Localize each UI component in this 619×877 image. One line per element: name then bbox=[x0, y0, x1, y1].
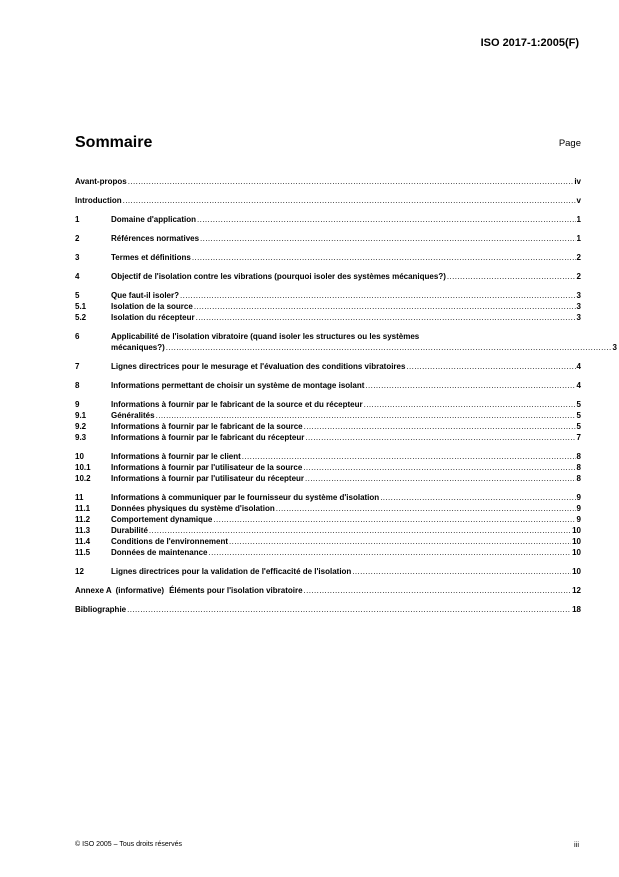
dot-leader bbox=[194, 301, 576, 312]
toc-entry-6[interactable] bbox=[75, 331, 617, 353]
toc-entry-annexe-a[interactable] bbox=[75, 585, 581, 596]
copyright-notice: © ISO 2005 – Tous droits réservés bbox=[75, 841, 182, 848]
toc-entry-title: Données physiques du système d'isolation bbox=[111, 504, 275, 513]
toc-entry-12[interactable] bbox=[75, 566, 581, 577]
toc-entry-page: 2 bbox=[576, 253, 581, 262]
toc-entry-9[interactable] bbox=[75, 399, 581, 410]
toc-entry-number: 11.2 bbox=[75, 515, 91, 524]
toc-entry-page: 1 bbox=[576, 215, 581, 224]
toc-entry-title: Termes et définitions bbox=[111, 253, 191, 262]
dot-leader bbox=[364, 399, 576, 410]
toc-entry-10-1[interactable] bbox=[75, 462, 581, 473]
dot-leader bbox=[276, 503, 576, 514]
toc-entry-number: 2 bbox=[75, 234, 80, 243]
toc-entry-page: 10 bbox=[572, 537, 581, 546]
toc-entry-number: 11.1 bbox=[75, 504, 91, 513]
toc-entry-11-4[interactable] bbox=[75, 536, 581, 547]
dot-leader bbox=[128, 176, 574, 187]
toc-entry-title: Comportement dynamique bbox=[111, 515, 213, 524]
toc-entry-number: 7 bbox=[75, 362, 80, 371]
dot-leader bbox=[229, 536, 571, 547]
toc-entry-number: 11.4 bbox=[75, 537, 91, 546]
toc-entry-title: Avant-propos bbox=[75, 177, 127, 186]
toc-entry-page: 10 bbox=[572, 548, 581, 557]
toc-entry-5[interactable] bbox=[75, 290, 581, 301]
toc-entry-page: 10 bbox=[572, 526, 581, 535]
toc-entry-introduction[interactable] bbox=[75, 195, 581, 206]
toc-entry-title: Données de maintenance bbox=[111, 548, 208, 557]
toc-heading bbox=[75, 134, 581, 152]
toc-entry-number: 11.3 bbox=[75, 526, 91, 535]
toc-entry-title: Que faut-il isoler? bbox=[111, 291, 180, 300]
toc-entry-number: 5.1 bbox=[75, 302, 87, 311]
dot-leader bbox=[123, 195, 576, 206]
dot-leader bbox=[305, 473, 576, 484]
toc-entry-page: 3 bbox=[612, 343, 617, 352]
toc-entry-9-1[interactable] bbox=[75, 410, 581, 421]
toc-entry-title: Bibliographie bbox=[75, 605, 127, 614]
toc-entry-page: 18 bbox=[572, 605, 581, 614]
toc-entry-title: Objectif de l'isolation contre les vibrations (pourquoi isoler des systèmes mécaniques?) bbox=[111, 272, 446, 281]
toc-entry-page: 4 bbox=[576, 362, 581, 371]
toc-entry-page: 7 bbox=[576, 433, 581, 442]
dot-leader bbox=[197, 214, 576, 225]
toc-entry-page: 4 bbox=[576, 381, 581, 390]
dot-leader bbox=[447, 271, 576, 282]
toc-entry-title: Isolation du récepteur bbox=[111, 313, 195, 322]
table-of-contents bbox=[75, 176, 617, 615]
toc-entry-page: 1 bbox=[576, 234, 581, 243]
toc-entry-1[interactable] bbox=[75, 214, 581, 225]
toc-entry-page: 10 bbox=[572, 567, 581, 576]
dot-leader bbox=[200, 233, 576, 244]
toc-entry-9-3[interactable] bbox=[75, 432, 581, 443]
toc-entry-number: 5 bbox=[75, 291, 80, 300]
dot-leader bbox=[192, 252, 576, 263]
toc-entry-bibliographie[interactable] bbox=[75, 604, 581, 615]
toc-entry-annex-label: Annexe A bbox=[75, 586, 112, 595]
dot-leader bbox=[304, 421, 576, 432]
page-number: iii bbox=[574, 840, 579, 849]
toc-entry-number: 5.2 bbox=[75, 313, 87, 322]
page-title: Sommaire bbox=[75, 134, 153, 151]
toc-entry-number: 4 bbox=[75, 272, 80, 281]
toc-entry-number: 12 bbox=[75, 567, 84, 576]
toc-entry-title: Informations à communiquer par le fournisseur du système d'isolation bbox=[111, 493, 380, 502]
toc-entry-page: 5 bbox=[576, 422, 581, 431]
toc-entry-number: 10.1 bbox=[75, 463, 91, 472]
toc-entry-number: 1 bbox=[75, 215, 80, 224]
dot-leader bbox=[213, 514, 575, 525]
dot-leader bbox=[352, 566, 571, 577]
toc-entry-2[interactable] bbox=[75, 233, 581, 244]
toc-entry-10-2[interactable] bbox=[75, 473, 581, 484]
toc-entry-number: 11.5 bbox=[75, 548, 91, 557]
toc-entry-number: 9 bbox=[75, 400, 80, 409]
dot-leader bbox=[127, 604, 571, 615]
toc-entry-number: 9.2 bbox=[75, 422, 87, 431]
document-id: ISO 2017-1:2005(F) bbox=[480, 37, 579, 49]
toc-entry-annex-qualifier: (informative) bbox=[115, 586, 165, 595]
toc-entry-title: Informations à fournir par l'utilisateur du récepteur bbox=[111, 474, 305, 483]
toc-entry-page: v bbox=[576, 196, 581, 205]
toc-entry-page: 8 bbox=[576, 463, 581, 472]
toc-entry-9-2[interactable] bbox=[75, 421, 581, 432]
dot-leader bbox=[380, 492, 575, 503]
toc-entry-title: Introduction bbox=[75, 196, 122, 205]
toc-entry-number: 9.1 bbox=[75, 411, 87, 420]
toc-entry-number: 10 bbox=[75, 452, 84, 461]
toc-entry-title: Domaine d'application bbox=[111, 215, 197, 224]
page-column-label: Page bbox=[558, 138, 581, 149]
toc-entry-title: Durabilité bbox=[111, 526, 148, 535]
dot-leader bbox=[304, 585, 572, 596]
toc-entry-5-1[interactable] bbox=[75, 301, 581, 312]
toc-entry-3[interactable] bbox=[75, 252, 581, 263]
toc-entry-11-3[interactable] bbox=[75, 525, 581, 536]
toc-entry-page: 8 bbox=[576, 474, 581, 483]
toc-entry-page: 2 bbox=[576, 272, 581, 281]
toc-entry-title: Conditions de l'environnement bbox=[111, 537, 229, 546]
dot-leader bbox=[149, 525, 571, 536]
toc-entry-title: Généralités bbox=[111, 411, 155, 420]
toc-entry-title: Informations à fournir par l'utilisateur de la source bbox=[111, 463, 303, 472]
toc-entry-title: Applicabilité de l'isolation vibratoire (quand isoler les structures ou les systèmes bbox=[111, 332, 420, 341]
toc-entry-10[interactable] bbox=[75, 451, 581, 462]
dot-leader bbox=[166, 342, 612, 353]
toc-entry-title: Références normatives bbox=[111, 234, 200, 243]
dot-leader bbox=[196, 312, 576, 323]
toc-entry-title: Lignes directrices pour la validation de l'efficacité de l'isolation bbox=[111, 567, 352, 576]
toc-entry-page: 5 bbox=[576, 400, 581, 409]
toc-entry-8[interactable] bbox=[75, 380, 581, 391]
toc-entry-avant-propos[interactable] bbox=[75, 176, 581, 187]
dot-leader bbox=[303, 462, 575, 473]
toc-entry-page: 3 bbox=[576, 313, 581, 322]
toc-entry-4[interactable] bbox=[75, 271, 581, 282]
toc-entry-page: 12 bbox=[572, 586, 581, 595]
toc-entry-title: Informations à fournir par le client bbox=[111, 452, 241, 461]
toc-entry-11-1[interactable] bbox=[75, 503, 581, 514]
dot-leader bbox=[305, 432, 575, 443]
toc-entry-title: Informations à fournir par le fabricant de la source bbox=[111, 422, 303, 431]
toc-entry-page: 9 bbox=[576, 504, 581, 513]
toc-entry-11[interactable] bbox=[75, 492, 581, 503]
toc-entry-title: Isolation de la source bbox=[111, 302, 193, 311]
toc-entry-5-2[interactable] bbox=[75, 312, 581, 323]
toc-entry-page: iv bbox=[574, 177, 581, 186]
dot-leader bbox=[242, 451, 576, 462]
toc-entry-11-2[interactable] bbox=[75, 514, 581, 525]
toc-entry-title: Informations permettant de choisir un système de montage isolant bbox=[111, 381, 365, 390]
dot-leader bbox=[406, 361, 575, 372]
toc-entry-title: Éléments pour l'isolation vibratoire bbox=[169, 586, 303, 595]
toc-entry-number: 3 bbox=[75, 253, 80, 262]
dot-leader bbox=[156, 410, 576, 421]
toc-entry-page: 5 bbox=[576, 411, 581, 420]
toc-entry-7[interactable] bbox=[75, 361, 581, 372]
toc-entry-title: Informations à fournir par le fabricant du récepteur bbox=[111, 433, 305, 442]
toc-entry-title: Lignes directrices pour le mesurage et l'évaluation des conditions vibratoires bbox=[111, 362, 406, 371]
toc-entry-title-continued: mécaniques?) bbox=[111, 343, 165, 352]
toc-entry-number: 8 bbox=[75, 381, 80, 390]
toc-entry-page: 9 bbox=[576, 515, 581, 524]
toc-entry-page: 3 bbox=[576, 291, 581, 300]
dot-leader bbox=[365, 380, 575, 391]
toc-entry-11-5[interactable] bbox=[75, 547, 581, 558]
dot-leader bbox=[180, 290, 576, 301]
toc-entry-number: 6 bbox=[75, 332, 80, 341]
toc-entry-page: 8 bbox=[576, 452, 581, 461]
toc-entry-number: 11 bbox=[75, 493, 84, 502]
toc-entry-number: 10.2 bbox=[75, 474, 91, 483]
toc-entry-number: 9.3 bbox=[75, 433, 87, 442]
toc-entry-title: Informations à fournir par le fabricant de la source et du récepteur bbox=[111, 400, 363, 409]
dot-leader bbox=[208, 547, 571, 558]
toc-entry-page: 3 bbox=[576, 302, 581, 311]
toc-entry-page: 9 bbox=[576, 493, 581, 502]
